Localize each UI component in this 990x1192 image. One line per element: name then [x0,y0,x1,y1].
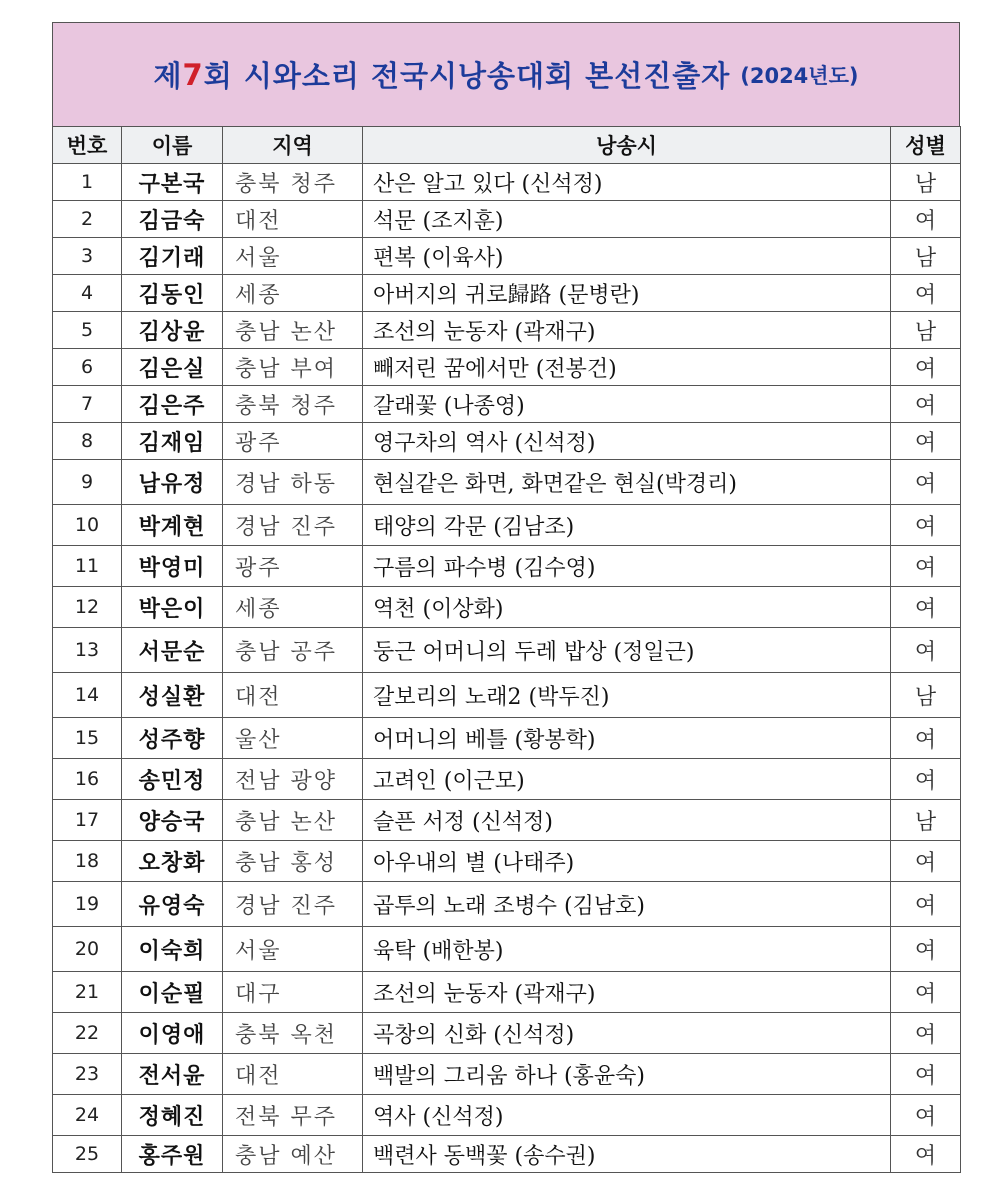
finalists-table [52,126,961,1173]
cell-region: 대전 [223,201,363,238]
cell-name: 유영숙 [122,882,223,927]
cell-poem: 육탁 (배한봉) [363,927,891,972]
cell-poem: 역천 (이상화) [363,587,891,628]
cell-poem: 갈래꽃 (나종영) [363,386,891,423]
cell-region: 충남 공주 [223,628,363,673]
cell-name: 김동인 [122,275,223,312]
table-row [53,275,961,312]
cell-poem: 빼저린 꿈에서만 (전봉건) [363,349,891,386]
table-row [53,1013,961,1054]
cell-poem: 곡창의 신화 (신석정) [363,1013,891,1054]
cell-no: 10 [53,505,122,546]
cell-poem: 백련사 동백꽃 (송수권) [363,1136,891,1173]
cell-gender: 남 [891,238,961,275]
cell-gender: 여 [891,628,961,673]
cell-gender: 남 [891,164,961,201]
cell-poem: 석문 (조지훈) [363,201,891,238]
cell-poem: 현실같은 화면, 화면같은 현실(박경리) [363,460,891,505]
table-row [53,587,961,628]
cell-region: 경남 진주 [223,882,363,927]
cell-name: 김금숙 [122,201,223,238]
cell-gender: 여 [891,201,961,238]
cell-region: 충남 부여 [223,349,363,386]
cell-poem: 곱투의 노래 조병수 (김남호) [363,882,891,927]
table-row [53,460,961,505]
cell-no: 18 [53,841,122,882]
table-row [53,841,961,882]
cell-name: 오창화 [122,841,223,882]
cell-region: 대전 [223,1054,363,1095]
cell-name: 김상윤 [122,312,223,349]
cell-gender: 여 [891,1136,961,1173]
cell-name: 성주향 [122,718,223,759]
cell-poem: 조선의 눈동자 (곽재구) [363,312,891,349]
cell-gender: 여 [891,587,961,628]
cell-poem: 갈보리의 노래2 (박두진) [363,673,891,718]
cell-poem: 역사 (신석정) [363,1095,891,1136]
cell-no: 1 [53,164,122,201]
cell-no: 20 [53,927,122,972]
cell-no: 22 [53,1013,122,1054]
cell-no: 25 [53,1136,122,1173]
cell-name: 송민정 [122,759,223,800]
cell-no: 9 [53,460,122,505]
document [52,22,960,1173]
cell-region: 전남 광양 [223,759,363,800]
title-number: 7 [182,57,204,92]
cell-region: 서울 [223,927,363,972]
cell-region: 경남 진주 [223,505,363,546]
cell-region: 경남 하동 [223,460,363,505]
table-row [53,164,961,201]
cell-gender: 여 [891,927,961,972]
cell-gender: 여 [891,882,961,927]
cell-name: 이순필 [122,972,223,1013]
cell-name: 양승국 [122,800,223,841]
cell-name: 남유정 [122,460,223,505]
table-row [53,349,961,386]
cell-poem: 백발의 그리움 하나 (홍윤숙) [363,1054,891,1095]
cell-no: 11 [53,546,122,587]
cell-name: 김기래 [122,238,223,275]
cell-region: 서울 [223,238,363,275]
cell-poem: 구름의 파수병 (김수영) [363,546,891,587]
cell-region: 충북 청주 [223,164,363,201]
table-row [53,759,961,800]
table-row [53,1136,961,1173]
cell-name: 박은이 [122,587,223,628]
cell-name: 김은주 [122,386,223,423]
cell-gender: 여 [891,759,961,800]
title-year: (2024년도) [740,63,859,88]
cell-region: 충남 논산 [223,800,363,841]
cell-poem: 슬픈 서정 (신석정) [363,800,891,841]
cell-no: 21 [53,972,122,1013]
cell-gender: 남 [891,673,961,718]
table-row [53,1095,961,1136]
cell-poem: 고려인 (이근모) [363,759,891,800]
table-row [53,927,961,972]
table-row [53,238,961,275]
cell-gender: 여 [891,841,961,882]
table-row [53,718,961,759]
cell-gender: 여 [891,546,961,587]
cell-region: 울산 [223,718,363,759]
cell-no: 24 [53,1095,122,1136]
cell-name: 박계현 [122,505,223,546]
cell-gender: 여 [891,349,961,386]
cell-region: 대전 [223,673,363,718]
table-row [53,546,961,587]
cell-poem: 영구차의 역사 (신석정) [363,423,891,460]
table-row [53,201,961,238]
cell-no: 5 [53,312,122,349]
table-header-row [53,127,961,164]
column-header-name: 이름 [122,127,223,164]
table-row [53,882,961,927]
cell-gender: 여 [891,1013,961,1054]
cell-no: 16 [53,759,122,800]
cell-gender: 여 [891,718,961,759]
cell-no: 23 [53,1054,122,1095]
cell-gender: 여 [891,972,961,1013]
cell-name: 박영미 [122,546,223,587]
cell-gender: 여 [891,505,961,546]
cell-no: 6 [53,349,122,386]
cell-name: 이영애 [122,1013,223,1054]
cell-name: 구본국 [122,164,223,201]
cell-no: 2 [53,201,122,238]
column-header-no: 번호 [53,127,122,164]
cell-no: 19 [53,882,122,927]
table-row [53,673,961,718]
cell-region: 충남 홍성 [223,841,363,882]
cell-gender: 여 [891,1054,961,1095]
cell-gender: 남 [891,312,961,349]
table-row [53,386,961,423]
column-header-gender: 성별 [891,127,961,164]
table-body [53,164,961,1173]
title-main: 회 시와소리 전국시낭송대회 본선진출자 [203,59,731,93]
cell-poem: 아우내의 별 (나태주) [363,841,891,882]
cell-no: 4 [53,275,122,312]
cell-no: 12 [53,587,122,628]
cell-name: 전서윤 [122,1054,223,1095]
cell-gender: 남 [891,800,961,841]
cell-no: 14 [53,673,122,718]
cell-name: 홍주원 [122,1136,223,1173]
cell-region: 광주 [223,546,363,587]
cell-poem: 아버지의 귀로歸路 (문병란) [363,275,891,312]
cell-gender: 여 [891,386,961,423]
title-prefix: 제 [153,59,183,93]
cell-name: 정혜진 [122,1095,223,1136]
cell-no: 7 [53,386,122,423]
cell-gender: 여 [891,423,961,460]
cell-name: 성실환 [122,673,223,718]
cell-gender: 여 [891,460,961,505]
table-row [53,423,961,460]
cell-region: 전북 무주 [223,1095,363,1136]
table-row [53,1054,961,1095]
cell-poem: 어머니의 베틀 (황봉학) [363,718,891,759]
cell-gender: 여 [891,1095,961,1136]
table-row [53,505,961,546]
cell-name: 이숙희 [122,927,223,972]
cell-poem: 태양의 각문 (김남조) [363,505,891,546]
cell-region: 충남 예산 [223,1136,363,1173]
cell-name: 김은실 [122,349,223,386]
cell-region: 충남 논산 [223,312,363,349]
cell-poem: 조선의 눈동자 (곽재구) [363,972,891,1013]
title-banner [52,22,960,126]
table-row [53,628,961,673]
cell-no: 3 [53,238,122,275]
cell-region: 대구 [223,972,363,1013]
table-row [53,800,961,841]
cell-region: 세종 [223,587,363,628]
table-row [53,972,961,1013]
cell-region: 광주 [223,423,363,460]
cell-gender: 여 [891,275,961,312]
cell-region: 충북 청주 [223,386,363,423]
cell-no: 17 [53,800,122,841]
cell-no: 13 [53,628,122,673]
cell-region: 세종 [223,275,363,312]
cell-poem: 편복 (이육사) [363,238,891,275]
cell-region: 충북 옥천 [223,1013,363,1054]
cell-name: 서문순 [122,628,223,673]
cell-no: 15 [53,718,122,759]
table-row [53,312,961,349]
cell-poem: 산은 알고 있다 (신석정) [363,164,891,201]
cell-no: 8 [53,423,122,460]
column-header-poem: 낭송시 [363,127,891,164]
column-header-region: 지역 [223,127,363,164]
cell-name: 김재임 [122,423,223,460]
cell-poem: 둥근 어머니의 두레 밥상 (정일근) [363,628,891,673]
